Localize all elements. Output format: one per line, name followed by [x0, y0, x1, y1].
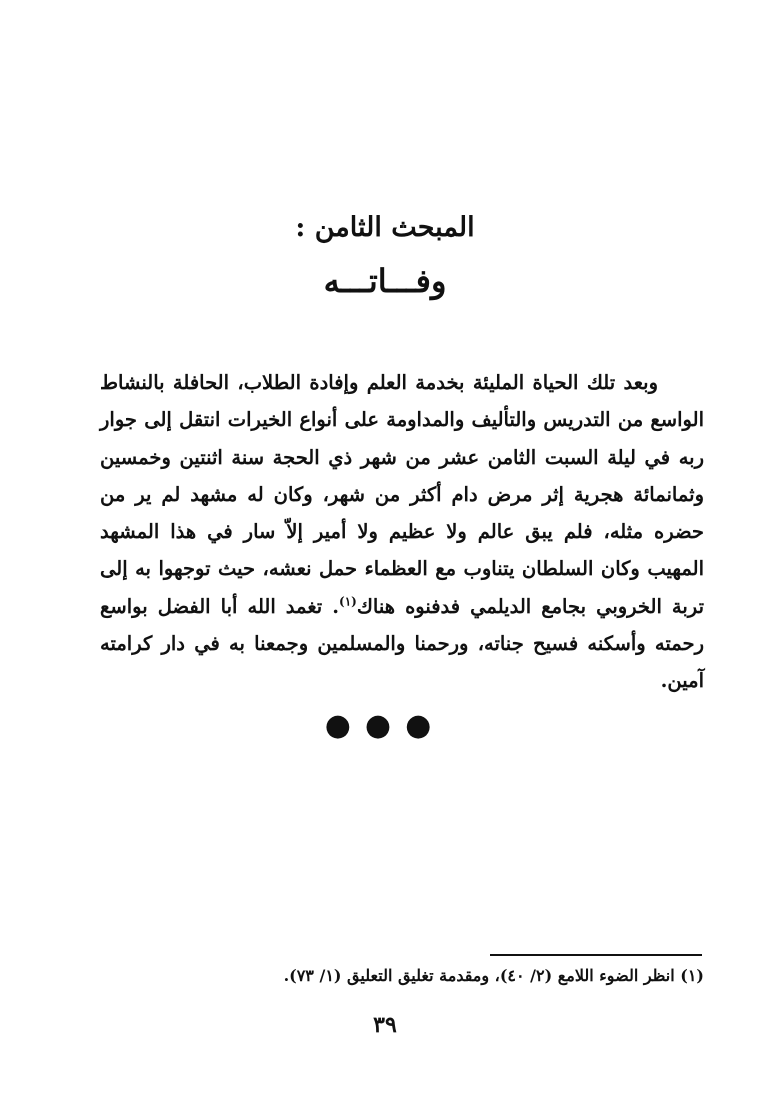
- section-title: وفـــاتـــه: [323, 262, 447, 300]
- body-text-end: . تغمد الله أبا الفضل بواسع رحمته وأسكنه فسيح جناته، ورحمنا والمسلمين وجمعنا به في دار كرامته آمين.: [100, 594, 704, 693]
- footnote: (١) انظر الضوء اللامع (٢/ ٤٠)، ومقدمة تغليق التعليق (١/ ٧٣).: [283, 966, 704, 985]
- body-text-main: وبعد تلك الحياة المليئة بخدمة العلم وإفادة الطلاب، الحافلة بالنشاط الواسع من التدريس والتأليف والمداومة على أنواع الخيرات انتقل إلى جوار ربه في ليلة السبت الثامن عشر من شهر ذي الحجة سنة اثنتين وخمسين وثمانمائة هجرية إثر مرض دام أكثر من شهر، وكان له مشهد لم ير من حضره مثله، فلم يبق عالم ولا عظيم ولا أمير إلاّ سار في هذا المشهد المهيب وكان السلطان يتناوب مع العظماء حمل نعشه، حيث توجهوا به إلى تربة الخروبي بجامع الديلمي فدفنوه هناك: [100, 371, 704, 618]
- page-number: ٣٩: [373, 1012, 397, 1038]
- section-end-ornament: ●●●: [324, 708, 446, 743]
- section-label: المبحث الثامن :: [295, 212, 475, 243]
- footnote-separator: [490, 954, 702, 956]
- footnote-reference: (١): [339, 594, 357, 609]
- body-paragraph: [100, 364, 704, 700]
